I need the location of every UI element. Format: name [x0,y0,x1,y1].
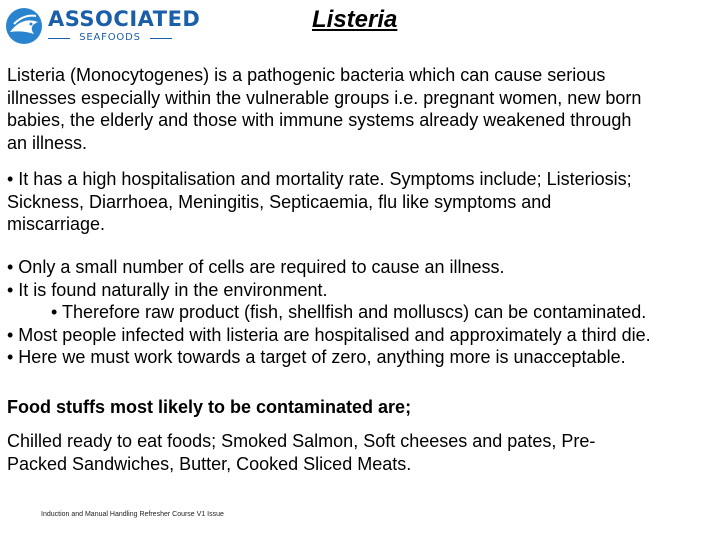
associated-seafoods-logo [4,2,201,50]
text-line: an illness. [7,132,88,153]
logo-wordmark: ASSOCIATED [48,7,201,31]
bullet-item: • Only a small number of cells are required to cause an illness. [7,257,505,277]
foods-heading: Food stuffs most likely to be contaminated are; [7,397,412,417]
text-line: illnesses especially within the vulnerable groups i.e. pregnant women, new born [7,87,642,108]
text-line: Packed Sandwiches, Butter, Cooked Sliced Meats. [7,453,412,474]
footer-note: Induction and Manual Handling Refresher Course V1 Issue [41,511,224,518]
text-line: • It has a high hospitalisation and mortality rate. Symptoms include; Listeriosis; [7,169,632,189]
bullet-list [7,256,716,369]
bullet-item: • Here we must work towards a target of zero, anything more is unacceptable. [7,347,626,367]
bullet-item: • It is found naturally in the environment. [7,279,328,300]
bullet-item: • Therefore raw product (fish, shellfish and molluscs) can be contaminated. [51,302,647,322]
text-line: Sickness, Diarrhoea, Meningitis, Septicaemia, flu like symptoms and [7,191,552,212]
page-title: Listeria [312,6,398,33]
logo-subtitle: SEAFOODS [48,32,172,43]
intro-paragraph [7,64,716,154]
symptoms-paragraph [7,168,716,236]
bullet-item: • Most people infected with listeria are hospitalised and approximately a third die. [7,324,651,345]
text-line: Chilled ready to eat foods; Smoked Salmon, Soft cheeses and pates, Pre- [7,431,596,451]
text-line: Listeria (Monocytogenes) is a pathogenic bacteria which can cause serious [7,65,606,85]
foods-paragraph [7,430,716,475]
fish-logo-icon [4,2,46,50]
text-line: babies, the elderly and those with immune systems already weakened through [7,110,632,130]
text-line: miscarriage. [7,214,106,234]
